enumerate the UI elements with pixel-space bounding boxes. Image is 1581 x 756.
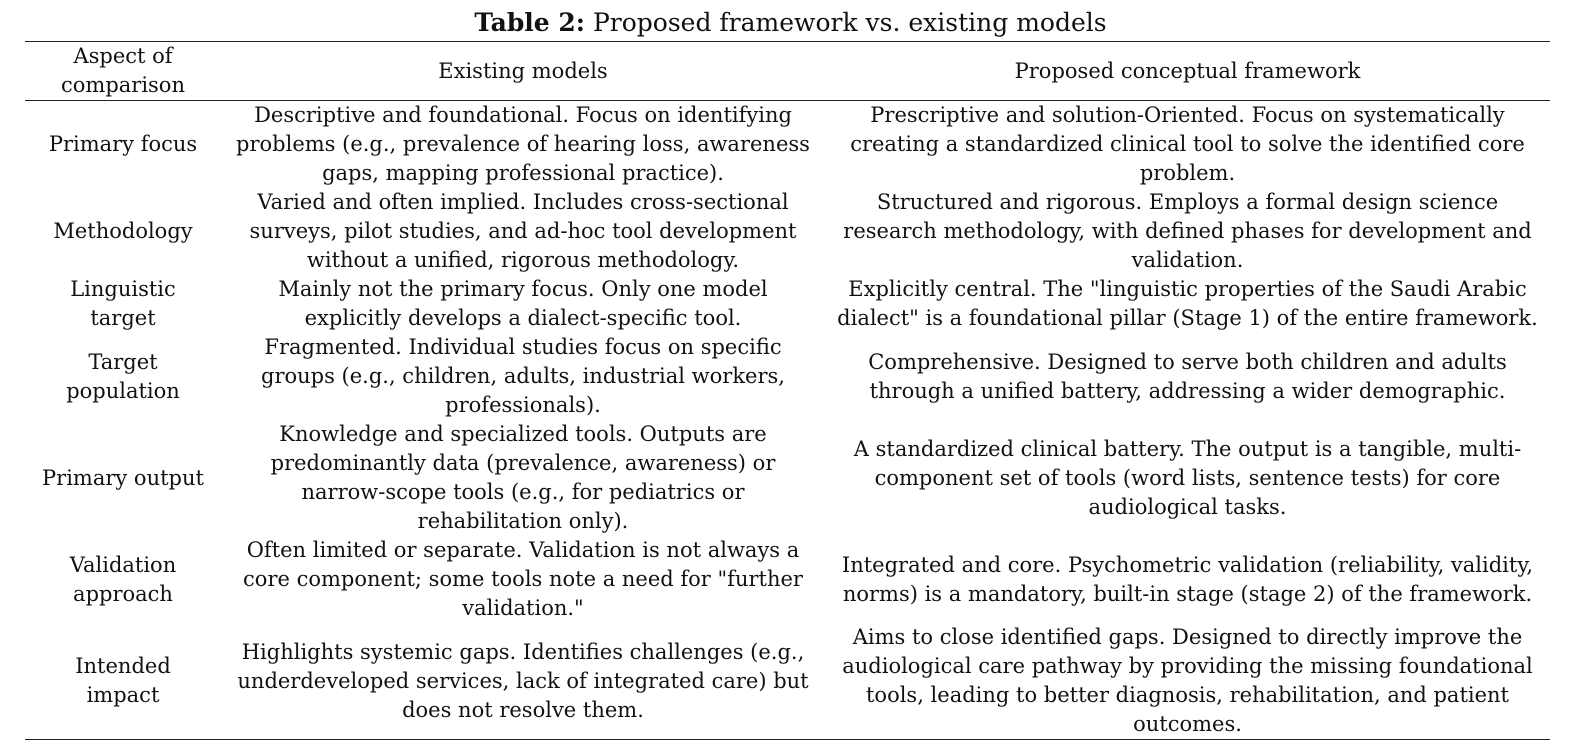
table-row	[25, 333, 1550, 420]
header-row	[25, 42, 1550, 101]
table-row	[25, 101, 1550, 189]
header-existing-models: Existing models	[221, 42, 825, 101]
proposed-cell: Comprehensive. Designed to serve both children and adults through a unified battery, addressing a wider demographic.	[868, 349, 1507, 403]
aspect-cell: Intended impact	[25, 623, 221, 740]
existing-cell: Fragmented. Individual studies focus on specific groups (e.g., children, adults, industrial workers, professionals).	[261, 335, 785, 417]
table-row	[25, 536, 1550, 623]
aspect-cell: Methodology	[53, 219, 193, 243]
table-row	[25, 188, 1550, 275]
proposed-cell: Explicitly central. The "linguistic properties of the Saudi Arabic dialect" is a foundational pillar (Stage 1) of the entire framework.	[837, 277, 1538, 330]
aspect-cell: Target population	[66, 349, 180, 403]
proposed-cell: A standardized clinical battery. The output is a tangible, multi-component set of tools (word lists, sentence tests) for core audiological tasks.	[853, 436, 1522, 519]
table-row	[25, 275, 1550, 333]
comparison-table	[25, 41, 1550, 740]
table-row	[25, 623, 1550, 740]
existing-cell: Mainly not the primary focus. Only one model explicitly develops a dialect-specific tool.	[278, 277, 768, 330]
aspect-cell: Primary output	[42, 465, 204, 490]
header-proposed-framework: Proposed conceptual framework	[825, 42, 1550, 101]
existing-cell: Highlights systemic gaps. Identifies challenges (e.g., underdeveloped services, lack of integrated care) but does not resolve them.	[221, 623, 825, 740]
proposed-cell: Structured and rigorous. Employs a formal design science research methodology, with defined phases for development and validation.	[843, 190, 1532, 272]
proposed-cell: Prescriptive and solution-Oriented. Focus on systematically creating a standardized clinical tool to solve the identified core problem.	[850, 103, 1525, 185]
proposed-cell: Aims to close identified gaps. Designed to directly improve the audiological care pathway by providing the missing foundational tools, leading to better diagnosis, rehabilitation, and patient outcomes.	[825, 623, 1550, 740]
aspect-cell: Linguistic target	[70, 277, 176, 330]
existing-cell: Knowledge and specialized tools. Outputs are predominantly data (prevalence, awareness) or narrow-scope tools (e.g., for pediatrics or rehabilitation only).	[270, 422, 776, 533]
caption-text: Proposed framework vs. existing models	[585, 8, 1107, 37]
aspect-cell: Primary focus	[48, 132, 198, 156]
existing-cell: Varied and often implied. Includes cross-sectional surveys, pilot studies, and ad-hoc tool development without a unified, rigorous methodology.	[249, 190, 797, 272]
header-aspect: Aspect of comparison	[25, 42, 221, 101]
existing-cell: Descriptive and foundational. Focus on identifying problems (e.g., prevalence of hearing loss, awareness gaps, mapping professional practice).	[236, 103, 810, 185]
proposed-cell: Integrated and core. Psychometric validation (reliability, validity, norms) is a mandatory, built-in stage (stage 2) of the framework.	[841, 552, 1534, 606]
existing-cell: Often limited or separate. Validation is not always a core component; some tools note a need for "further validation."	[243, 538, 803, 620]
table-row	[25, 420, 1550, 536]
aspect-cell: Validation approach	[69, 552, 177, 606]
table-caption	[0, 6, 1581, 40]
caption-label: Table 2:	[474, 8, 586, 37]
